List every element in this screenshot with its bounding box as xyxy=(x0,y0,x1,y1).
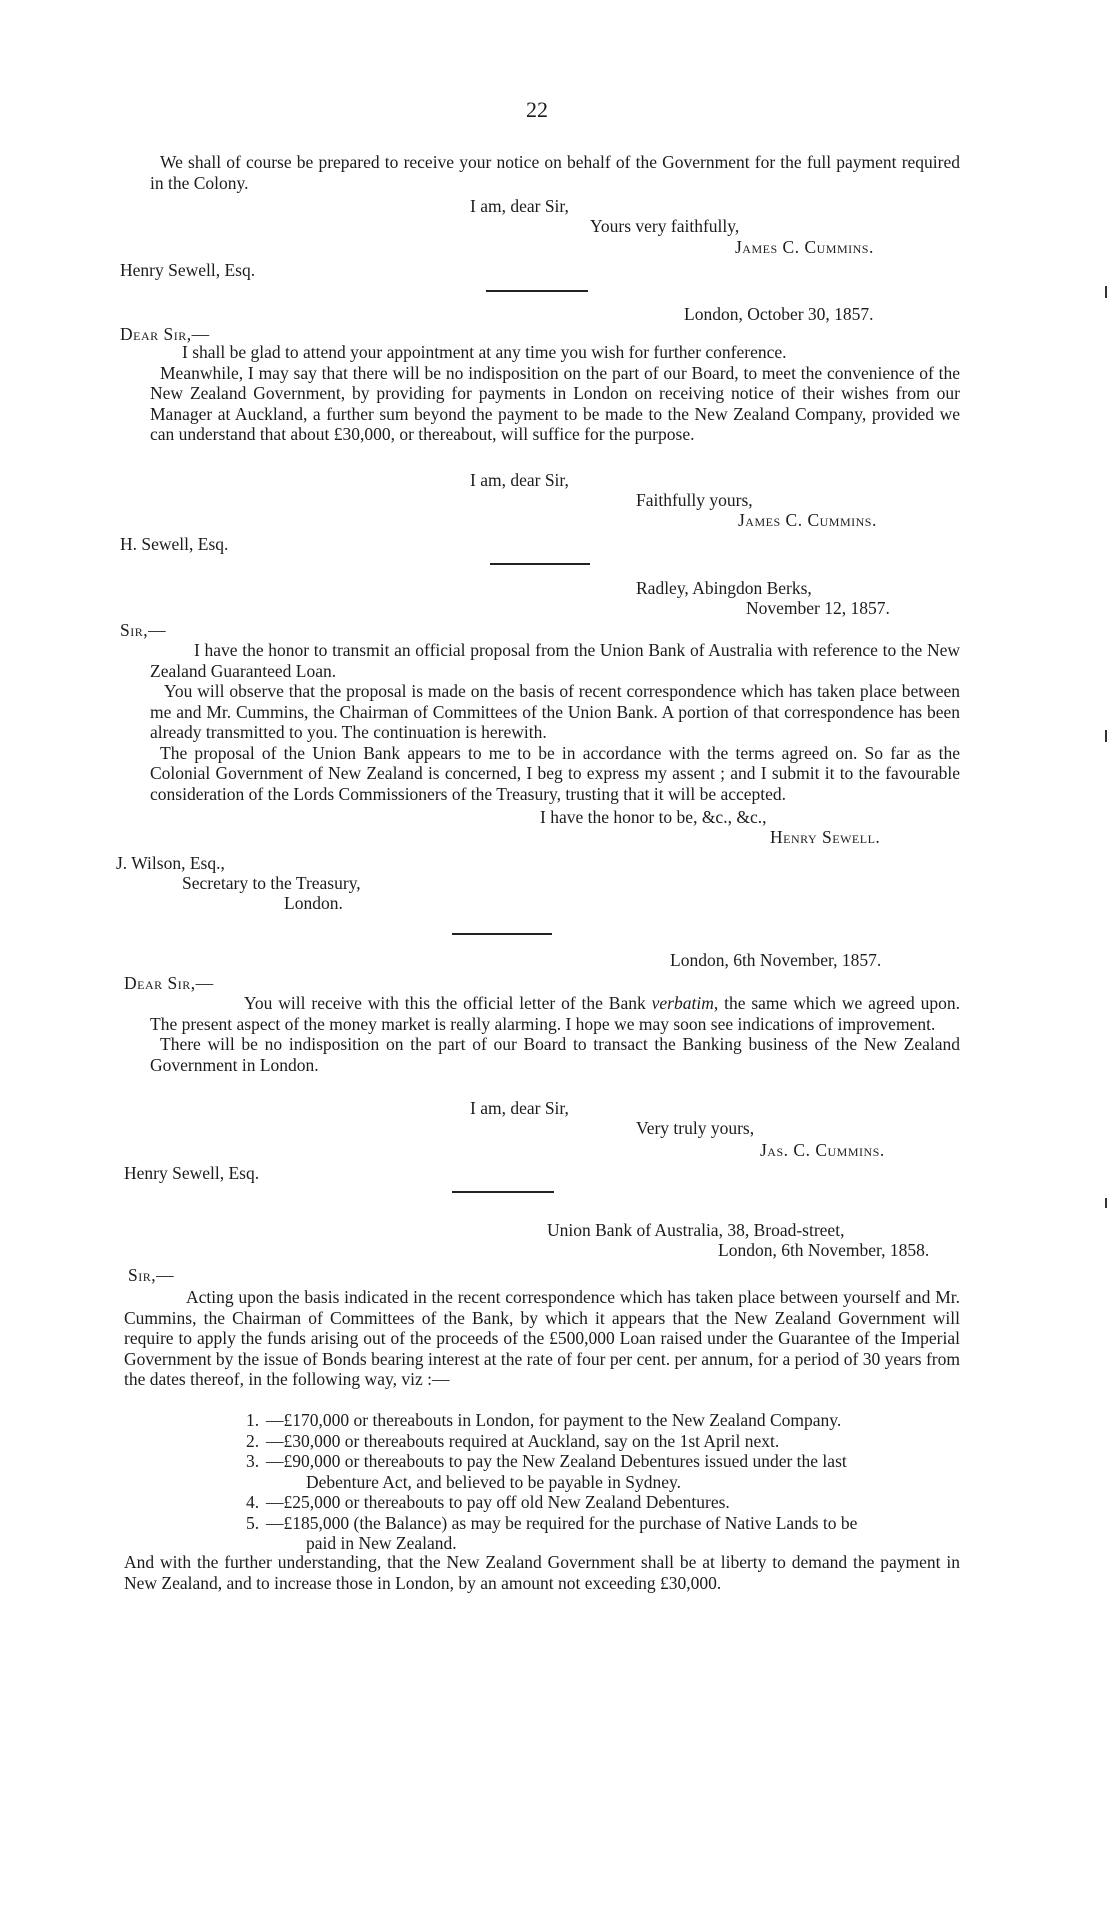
letter4-text-end: , the same which we agreed upon. The present aspect of the money market is really alarming. I hope we may soon see indications of improvement. xyxy=(150,993,961,1034)
letter3-addressee-place: London. xyxy=(284,893,343,913)
letter2-signature: James C. Cummins. xyxy=(738,510,877,530)
separator-rule xyxy=(452,933,552,935)
list-item-number: 5. xyxy=(246,1512,260,1533)
letter4-italic-word: verbatim xyxy=(651,993,714,1013)
list-item-continuation: Debenture Act, and believed to be payable in Sydney. xyxy=(306,1471,681,1492)
letter2-salutation: Dear Sir,— xyxy=(120,324,210,344)
letter3-dateline-date: November 12, 1857. xyxy=(746,598,890,618)
letter4-addressee: Henry Sewell, Esq. xyxy=(124,1163,260,1183)
loan-allocation-list xyxy=(150,1410,960,1554)
letter1-signature: James C. Cummins. xyxy=(735,237,874,257)
letter1-valediction: Yours very faithfully, xyxy=(590,216,740,236)
letter3-signature: Henry Sewell. xyxy=(770,827,881,847)
list-item-continuation: paid in New Zealand. xyxy=(306,1533,457,1553)
letter3-closing: I have the honor to be, &c., &c., xyxy=(540,807,767,827)
margin-mark xyxy=(1105,1198,1107,1208)
letter1-addressee: Henry Sewell, Esq. xyxy=(120,260,256,280)
letter4-paragraph: There will be no indisposition on the part of our Board to transact the Banking business of the New Zealand Government in London. xyxy=(150,1034,960,1075)
page-number: 22 xyxy=(526,97,548,122)
letter4-paragraph xyxy=(150,993,960,1034)
letter5-final xyxy=(124,1552,960,1593)
letter2-closing: I am, dear Sir, xyxy=(470,470,569,490)
letter2-body xyxy=(150,342,960,445)
letter4-body xyxy=(150,993,960,1075)
letter1-closing: I am, dear Sir, xyxy=(470,196,569,216)
letter4-salutation: Dear Sir,— xyxy=(124,973,214,993)
letter2-addressee: H. Sewell, Esq. xyxy=(120,534,229,554)
list-item-number: 2. xyxy=(246,1430,260,1451)
list-item-number: 3. xyxy=(246,1451,260,1471)
list-item xyxy=(150,1431,960,1452)
margin-mark xyxy=(1105,286,1107,298)
list-item xyxy=(150,1410,960,1431)
letter3-paragraph: The proposal of the Union Bank appears to me to be in accordance with the terms agreed on. So far as the Colonial Government of New Zealand is concerned, I beg to express my assent ; and I submit it to the favourable consideration of the Lords Commissioners of the Treasury, trusting that it will be accepted. xyxy=(150,742,960,804)
letter4-text-start: You will receive with this the official letter of the Bank xyxy=(244,993,652,1013)
letter5-final-paragraph: And with the further understanding, that the New Zealand Government shall be at liberty to demand the payment in New Zealand, and to increase those in London, by an amount not exceeding £30,000. xyxy=(124,1552,960,1593)
letter2-paragraph: I shall be glad to attend your appointment at any time you wish for further conference. xyxy=(182,342,787,362)
list-item-text: —£25,000 or thereabouts to pay off old New Zealand Debentures. xyxy=(266,1492,730,1512)
letter3-addressee-name: J. Wilson, Esq., xyxy=(116,853,225,873)
list-item-text: —£170,000 or thereabouts in London, for payment to the New Zealand Company. xyxy=(266,1410,842,1430)
letter5-dateline-date: London, 6th November, 1858. xyxy=(718,1240,930,1260)
separator-rule xyxy=(490,563,590,565)
letter2-dateline: London, October 30, 1857. xyxy=(684,304,874,324)
letter4-dateline: London, 6th November, 1857. xyxy=(670,950,882,970)
list-item xyxy=(150,1513,960,1554)
list-item-number: 4. xyxy=(246,1492,260,1512)
list-item-text: —£30,000 or thereabouts required at Auckland, say on the 1st April next. xyxy=(266,1430,780,1451)
letter3-dateline-place: Radley, Abingdon Berks, xyxy=(636,578,812,598)
letter1-body xyxy=(150,152,960,193)
list-item-text: —£185,000 (the Balance) as may be required for the purchase of Native Lands to be xyxy=(266,1512,858,1533)
list-item xyxy=(150,1492,960,1513)
letter3-addressee-title: Secretary to the Treasury, xyxy=(182,873,361,893)
list-item-text: —£90,000 or thereabouts to pay the New Zealand Debentures issued under the last xyxy=(266,1451,847,1471)
margin-mark xyxy=(1105,730,1107,742)
separator-rule xyxy=(486,290,588,292)
letter3-paragraph: You will observe that the proposal is made on the basis of recent correspondence which has taken place between me and Mr. Cummins, the Chairman of Committees of the Union Bank. A portion of that correspondence has been already transmitted to you. The continuation is herewith. xyxy=(150,681,960,742)
letter3-paragraph: I have the honor to transmit an official proposal from the Union Bank of Australia with reference to the New Zealand Guaranteed Loan. xyxy=(150,640,960,681)
list-item xyxy=(150,1451,960,1492)
letter5-salutation: Sir,— xyxy=(128,1265,175,1285)
letter3-body xyxy=(150,640,960,804)
letter4-valediction: Very truly yours, xyxy=(636,1118,755,1138)
letter5-body xyxy=(124,1287,960,1390)
letter4-signature: Jas. C. Cummins. xyxy=(760,1140,885,1160)
letter2-valediction: Faithfully yours, xyxy=(636,490,753,510)
list-item-number: 1. xyxy=(246,1410,260,1430)
letter1-paragraph: We shall of course be prepared to receive your notice on behalf of the Government for the full payment required in the Colony. xyxy=(150,152,960,193)
separator-rule xyxy=(452,1191,554,1193)
letter5-dateline-address: Union Bank of Australia, 38, Broad-street, xyxy=(547,1220,845,1240)
letter4-closing: I am, dear Sir, xyxy=(470,1098,569,1118)
letter5-intro: Acting upon the basis indicated in the recent correspondence which has taken place between yourself and Mr. Cummins, the Chairman of Committees of the Bank, by which it appears that the New Zealand Government will require to apply the funds arising out of the proceeds of the £500,000 Loan raised under the Guarantee of the Imperial Government by the issue of Bonds bearing interest at the rate of four per cent. per annum, for a period of 30 years from the dates thereof, in the following way, viz :— xyxy=(124,1287,960,1389)
letter2-paragraph: Meanwhile, I may say that there will be no indisposition on the part of our Board, to meet the convenience of the New Zealand Government, by providing for payments in London on receiving notice of their wishes from our Manager at Auckland, a further sum beyond the payment to be made to the New Zealand Company, provided we can understand that about £30,000, or thereabout, will suffice for the purpose. xyxy=(150,362,960,444)
letter3-salutation: Sir,— xyxy=(120,620,167,640)
